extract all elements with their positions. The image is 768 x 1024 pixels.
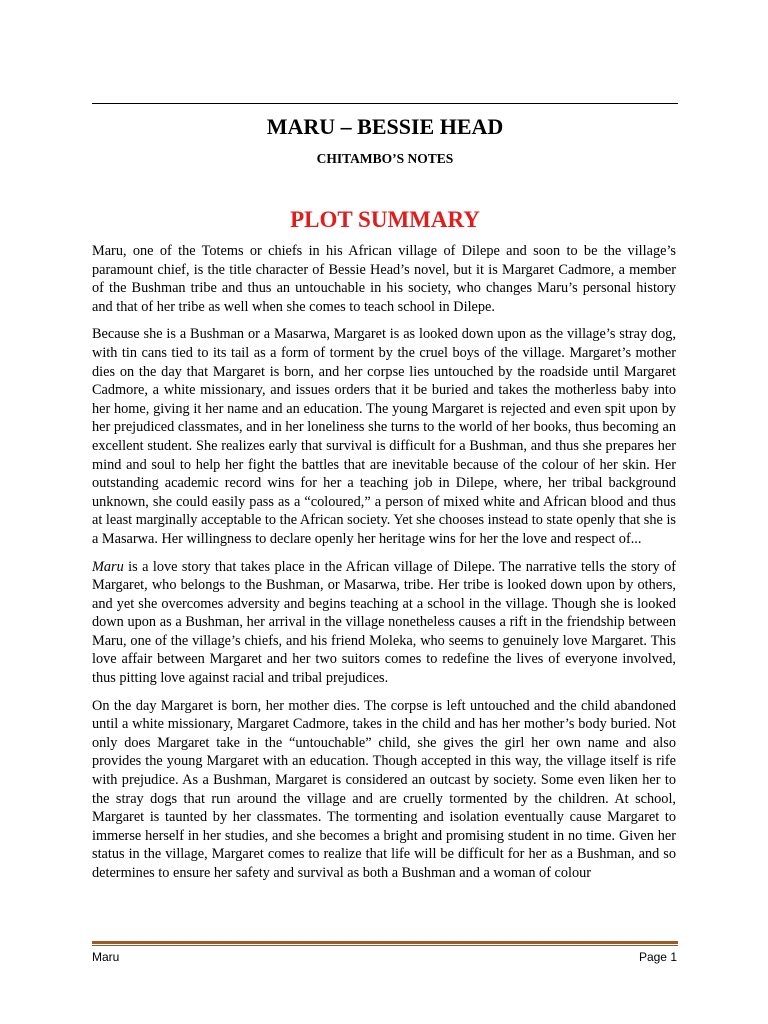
paragraph-3-text: is a love story that takes place in the African village of Dilepe. The narrative tells the story of Margaret, who belongs to the Bushman, or Masarwa, tribe. Her tribe is looked down upon by others, and yet she overcomes adversity and begins teaching at a school in the village. Though she is looked down upon as a Bushman, her arrival in the village nonetheless causes a rift in the friendship between Maru, one of the village’s chiefs, and his friend Moleka, who seems to genuinely love Margaret. This love affair between Margaret and her two suitors comes to redefine the lives of everyone involved, thus pitting love against racial and tribal prejudices. bbox=[92, 558, 676, 687]
body-text bbox=[92, 242, 676, 892]
paragraph-4: On the day Margaret is born, her mother dies. The corpse is left untouched and the child abandoned until a white missionary, Margaret Cadmore, takes in the child and has her mother’s body buried. Not only does Margaret take in the “untouchable” child, she gives the girl her own name and also provides the young Margaret with an education. Though accepted in this way, the village itself is rife with prejudice. As a Bushman, Margaret is considered an outcast by society. Some even liken her to the stray dogs that run around the village and are cruelly tormented by the children. At school, Margaret is taunted by her classmates. The tormenting and isolation eventually cause Margaret to immerse herself in her studies, and she becomes a bright and promising student in no time. Given her status in the village, Margaret comes to realize that life will be difficult for her as a Bushman, and so determines to ensure her safety and survival as both a Bushman and a woman of colour bbox=[92, 697, 676, 881]
header-rule bbox=[92, 103, 678, 104]
footer-rule-thin bbox=[92, 945, 678, 946]
paragraph-3 bbox=[92, 558, 676, 688]
document-title: MARU – BESSIE HEAD bbox=[266, 114, 504, 139]
paragraph-2: Because she is a Bushman or a Masarwa, Margaret is as looked down upon as the village’s stray dog, with tin cans tied to its tail as a form of torment by the cruel boys of the village. Margaret’s mother dies on the day that Margaret is born, and her corpse lies untouched by the roadside until Margaret Cadmore, a white missionary, and issues orders that it be buried and takes the motherless baby into her home, giving it her name and an education. The young Margaret is rejected and even spit upon by her prejudiced classmates, and in her loneliness she turns to the world of her books, thus becoming an excellent student. She realizes early that survival is difficult for a Bushman, and thus she prepares her mind and soul to help her fight the battles that are inevitable because of the colour of her skin. Her outstanding academic record wins for her a teaching job in Dilepe, where, her tribal background unknown, she could easily pass as a “coloured,” a person of mixed white and African blood and thus at least marginally acceptable to the African society. Yet she chooses instead to state openly that she is a Masarwa. Her willingness to declare openly her heritage wins for her the love and respect of... bbox=[92, 326, 676, 547]
footer-label: Maru bbox=[92, 950, 120, 964]
footer-rule bbox=[92, 941, 678, 944]
section-heading: PLOT SUMMARY bbox=[290, 207, 480, 232]
page-number: Page 1 bbox=[638, 950, 677, 964]
document-subtitle: CHITAMBO’S NOTES bbox=[316, 151, 454, 166]
italic-lead: Maru bbox=[92, 558, 124, 575]
paragraph-1: Maru, one of the Totems or chiefs in his African village of Dilepe and soon to be the village’s paramount chief, is the title character of Bessie Head’s novel, but it is Margaret Cadmore, a member of the Bushman tribe and thus an untouchable in his society, who changes Maru’s personal history and that of her tribe as well when she comes to teach school in Dilepe. bbox=[92, 243, 676, 315]
